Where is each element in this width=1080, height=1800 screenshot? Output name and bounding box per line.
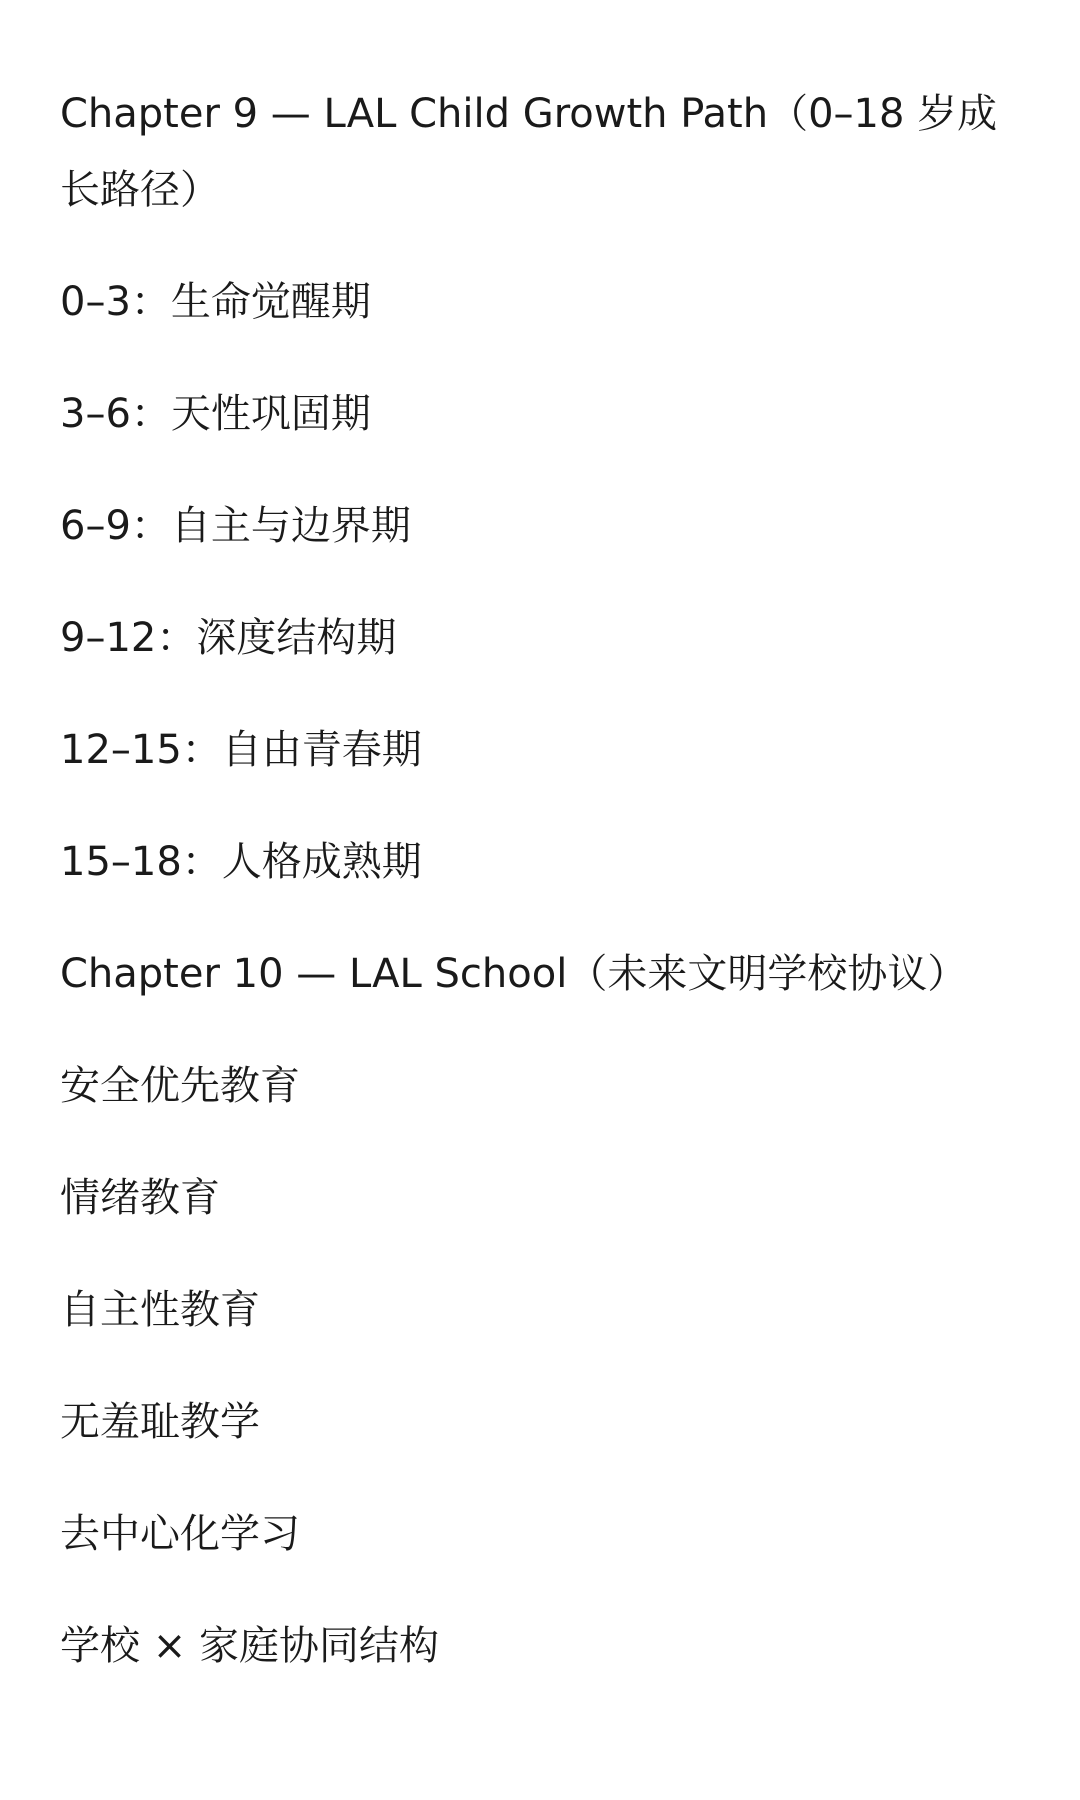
stage-3-6: 3–6：天性巩固期 xyxy=(60,391,371,437)
school-item-emotion: 情绪教育 xyxy=(60,1175,220,1221)
school-item-family-collab: 学校 × 家庭协同结构 xyxy=(60,1623,439,1669)
stage-0-3: 0–3：生命觉醒期 xyxy=(60,279,371,325)
stage-15-18: 15–18：人格成熟期 xyxy=(60,839,422,885)
document-body xyxy=(60,0,1030,1720)
school-item-decentralized: 去中心化学习 xyxy=(60,1511,300,1557)
school-item-no-shame: 无羞耻教学 xyxy=(60,1399,260,1445)
chapter-10-title: Chapter 10 — LAL School（未来文明学校协议） xyxy=(60,951,968,997)
stage-9-12: 9–12：深度结构期 xyxy=(60,615,397,661)
stage-6-9: 6–9：自主与边界期 xyxy=(60,503,411,549)
stage-12-15: 12–15：自由青春期 xyxy=(60,727,422,773)
school-item-safety: 安全优先教育 xyxy=(60,1063,300,1109)
chapter-9-title: Chapter 9 — LAL Child Growth Path（0–18 岁成长路径） xyxy=(60,91,998,213)
school-item-autonomy: 自主性教育 xyxy=(60,1287,260,1333)
